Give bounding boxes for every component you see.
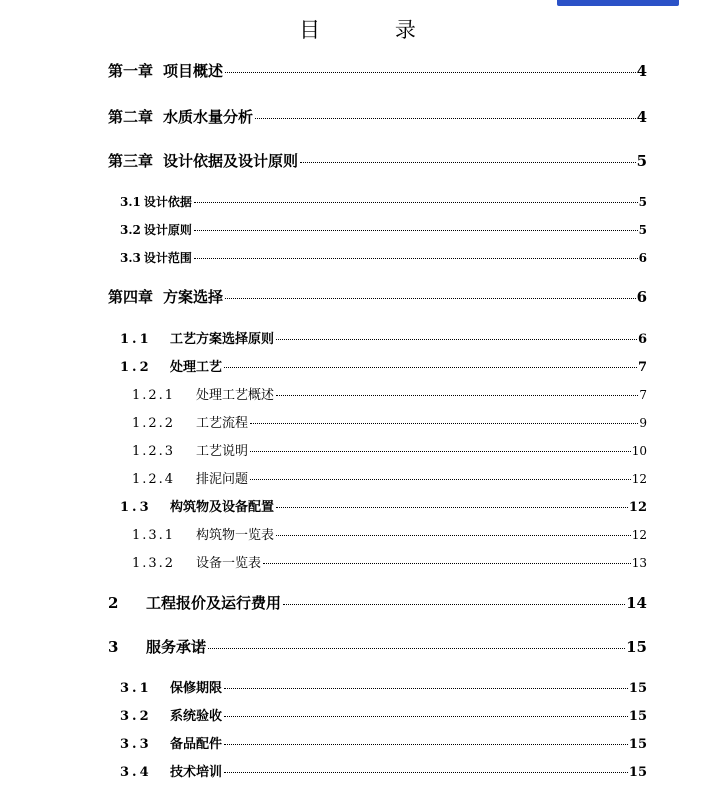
toc-entry[interactable] — [132, 384, 647, 403]
toc-entry[interactable] — [108, 60, 647, 81]
toc-text: 设计依据 — [143, 195, 192, 209]
corner-logo — [557, 0, 679, 6]
toc-text: 工艺方案选择原则 — [170, 332, 275, 347]
toc-number: 1.2.2 — [132, 416, 176, 431]
toc-number: 1.3 — [120, 500, 152, 515]
toc-page: 4 — [636, 62, 647, 80]
toc-page: 15 — [628, 765, 647, 780]
toc-text: 排泥问题 — [196, 472, 249, 487]
toc-text: 处理工艺概述 — [196, 388, 275, 403]
toc-number: 3 — [108, 638, 119, 656]
toc-number: 2 — [108, 594, 119, 612]
dot-leader — [224, 367, 637, 368]
toc-page: 9 — [639, 416, 647, 430]
toc-page: 5 — [638, 223, 647, 237]
dot-leader — [276, 507, 628, 508]
dot-leader — [224, 744, 628, 745]
toc-number: 3.3 — [120, 737, 152, 752]
toc-entry[interactable] — [120, 328, 647, 347]
toc-text: 工程报价及运行费用 — [146, 594, 282, 612]
toc-text: 工艺流程 — [196, 416, 249, 431]
dot-leader — [225, 298, 636, 299]
toc-number: 3.2 — [120, 223, 141, 237]
toc-text: 设计范围 — [143, 251, 192, 265]
toc-page: 6 — [637, 332, 647, 347]
dot-leader — [276, 339, 637, 340]
toc-number: 第二章 — [108, 108, 154, 126]
toc-number: 3.4 — [120, 765, 152, 780]
toc-page: 5 — [638, 195, 647, 209]
toc-entry[interactable] — [132, 440, 647, 459]
toc-number: 3.2 — [120, 709, 152, 724]
toc-number: 3.3 — [120, 251, 141, 265]
dot-leader — [276, 535, 631, 536]
toc-entry[interactable] — [132, 552, 647, 571]
toc-text: 设备一览表 — [196, 556, 262, 571]
toc-entry[interactable] — [120, 761, 647, 780]
toc-entry[interactable] — [120, 221, 647, 238]
toc-entry[interactable] — [108, 636, 647, 657]
toc-page: 6 — [636, 288, 647, 306]
dot-leader — [263, 563, 631, 564]
toc-text: 系统验收 — [170, 709, 223, 724]
toc-page: 13 — [631, 556, 647, 570]
dot-leader — [300, 162, 636, 163]
toc-number: 第三章 — [108, 152, 154, 170]
toc-entry[interactable] — [120, 677, 647, 696]
toc-text: 保修期限 — [170, 681, 223, 696]
toc-text: 设计依据及设计原则 — [163, 152, 299, 170]
toc-entry[interactable] — [120, 705, 647, 724]
dot-leader — [224, 716, 628, 717]
toc-text: 构筑物一览表 — [196, 528, 275, 543]
toc-page: 15 — [628, 709, 647, 724]
toc-number: 3.1 — [120, 681, 152, 696]
toc-entry[interactable] — [120, 193, 647, 210]
toc-page: 12 — [628, 500, 647, 515]
toc-entry[interactable] — [120, 249, 647, 266]
toc-page: 14 — [626, 594, 647, 612]
toc-number: 1.3.2 — [132, 556, 176, 571]
toc-number: 第一章 — [108, 62, 154, 80]
toc-text: 工艺说明 — [196, 444, 249, 459]
dot-leader — [250, 451, 631, 452]
toc-text: 构筑物及设备配置 — [170, 500, 275, 515]
toc-text: 技术培训 — [170, 765, 223, 780]
toc-entry[interactable] — [120, 496, 647, 515]
toc-number: 1.3.1 — [132, 528, 176, 543]
dot-leader — [224, 688, 628, 689]
toc-number: 1.2.1 — [132, 388, 176, 403]
toc-text: 项目概述 — [163, 62, 224, 80]
dot-leader — [208, 648, 625, 649]
toc-entry[interactable] — [108, 286, 647, 307]
dot-leader — [250, 479, 631, 480]
toc-number: 1.2.3 — [132, 444, 176, 459]
toc-number: 1.2.4 — [132, 472, 176, 487]
toc-number: 3.1 — [120, 195, 141, 209]
dot-leader — [194, 258, 638, 259]
toc-page: 7 — [639, 388, 647, 402]
toc-entry[interactable] — [108, 106, 647, 127]
toc-entry[interactable] — [120, 733, 647, 752]
dot-leader — [250, 423, 638, 424]
toc-number: 1.2 — [120, 360, 152, 375]
toc-entry[interactable] — [132, 468, 647, 487]
dot-leader — [225, 72, 636, 73]
toc-text: 备品配件 — [170, 737, 223, 752]
toc-number: 1.1 — [120, 332, 152, 347]
toc-page: 15 — [628, 737, 647, 752]
dot-leader — [194, 230, 638, 231]
toc-entry[interactable] — [132, 412, 647, 431]
dot-leader — [276, 395, 638, 396]
toc-page: 4 — [636, 108, 647, 126]
toc-text: 服务承诺 — [146, 638, 207, 656]
toc-page: 15 — [628, 681, 647, 696]
toc-page: 12 — [631, 528, 647, 542]
toc-page: 12 — [631, 472, 647, 486]
toc-page: 15 — [626, 638, 647, 656]
toc-number: 第四章 — [108, 288, 154, 306]
toc-text: 设计原则 — [143, 223, 192, 237]
toc-page: 10 — [631, 444, 647, 458]
toc-entry[interactable] — [108, 592, 647, 613]
toc-entry[interactable] — [132, 524, 647, 543]
page-title: 目 录 — [299, 18, 450, 42]
dot-leader — [224, 772, 628, 773]
toc-text: 处理工艺 — [170, 360, 223, 375]
toc-entry[interactable] — [120, 356, 647, 375]
toc-entry[interactable] — [108, 150, 647, 171]
dot-leader — [194, 202, 638, 203]
dot-leader — [283, 604, 625, 605]
toc-page: 5 — [636, 152, 647, 170]
dot-leader — [255, 118, 636, 119]
toc-page: 7 — [637, 360, 647, 375]
toc-text: 方案选择 — [163, 288, 224, 306]
toc-page: 6 — [638, 251, 647, 265]
toc-text: 水质水量分析 — [163, 108, 254, 126]
